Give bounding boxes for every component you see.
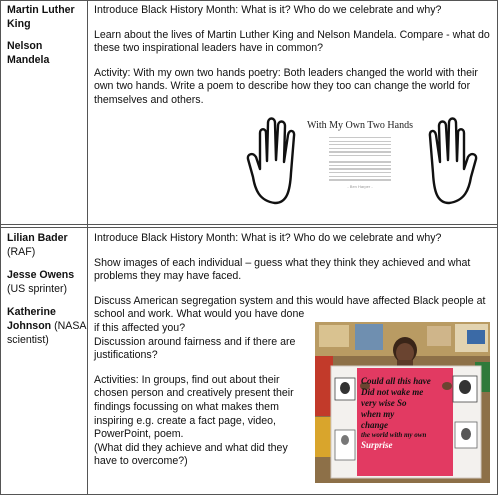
row1-activity-cell bbox=[94, 4, 494, 108]
table-row-divider bbox=[0, 224, 498, 225]
row1-activity-line: Activity: With my own two hands poetry: Both leaders changed the world with their bbox=[94, 66, 478, 79]
row2-leaders-cell bbox=[7, 232, 85, 347]
table-column-divider bbox=[87, 0, 88, 495]
table-border-bottom bbox=[0, 494, 498, 495]
row1-learn-line: Learn about the lives of Martin Luther King and Nelson Mandela. Compare - what do bbox=[94, 28, 490, 41]
row2-activities-line: (What did they achieve and what did they bbox=[94, 441, 288, 454]
row1-activity-line: themselves and others. bbox=[94, 93, 204, 106]
leader-name: Katherine Johnson (NASA scientist) bbox=[7, 306, 86, 346]
row2-activities-line: Activities: In groups, find out about their bbox=[94, 373, 280, 386]
row2-intro: Introduce Black History Month: What is it? Who do we celebrate and why? bbox=[94, 232, 442, 244]
table-border-top bbox=[0, 0, 498, 1]
row2-activities-line: PowerPoint, poem. bbox=[94, 428, 184, 441]
poem-title: With My Own Two Hands bbox=[307, 120, 413, 131]
row2-activities-line: findings focussing on what makes them bbox=[94, 400, 279, 413]
leader-name: Jesse Owens bbox=[7, 269, 75, 282]
leader-name: Nelson Mandela bbox=[7, 40, 50, 66]
table-border-left bbox=[0, 0, 1, 495]
row1-activity-line: own two hands. Write a poem to describe how they too can change the world for bbox=[94, 80, 471, 93]
row1-learn-line: these two inspirational leaders have in common? bbox=[94, 42, 324, 55]
row2-activities-line: have to overcome?) bbox=[94, 455, 188, 468]
row1-leaders-cell bbox=[7, 4, 83, 67]
row2-discuss-line: Discussion around fairness and if there are bbox=[94, 335, 296, 348]
right-hand-icon bbox=[417, 115, 479, 205]
left-hand-icon bbox=[245, 115, 307, 205]
row2-discuss-line: justifications? bbox=[94, 349, 158, 362]
leader-note: (US sprinter) bbox=[7, 282, 68, 295]
poster-writing: Could all this have Did not wake me very wise So when my change the world with my own Surprise bbox=[361, 376, 431, 450]
leader-name: Lilian Bader bbox=[7, 232, 68, 244]
leader-note: (NASA scientist) bbox=[7, 319, 86, 346]
leader-name: Martin Luther King bbox=[7, 4, 75, 30]
student-poster-photo bbox=[315, 322, 490, 483]
row2-show-line: problems they may have faced. bbox=[94, 270, 242, 283]
poem-image bbox=[303, 116, 417, 208]
leader-note: (RAF) bbox=[7, 245, 36, 258]
poem-verse bbox=[329, 137, 391, 181]
row2-discuss-line: if this affected you? bbox=[94, 321, 186, 334]
table-border-right bbox=[497, 0, 498, 495]
poem-author: - Ben Harper - bbox=[347, 183, 373, 189]
row2-activities-line: inspiring e.g. create a fact page, video, bbox=[94, 414, 276, 427]
table-row-divider bbox=[0, 227, 498, 228]
row2-show-line: Show images of each individual – guess what they think they achieved and what bbox=[94, 256, 471, 269]
row1-intro: Introduce Black History Month: What is it? Who do we celebrate and why? bbox=[94, 4, 442, 16]
row2-discuss-line: school and work. What would you have done bbox=[94, 308, 305, 321]
row2-discuss-line: Discuss American segregation system and this would have affected Black people at bbox=[94, 294, 486, 307]
row2-activities-line: chosen person and creatively present their bbox=[94, 387, 294, 400]
